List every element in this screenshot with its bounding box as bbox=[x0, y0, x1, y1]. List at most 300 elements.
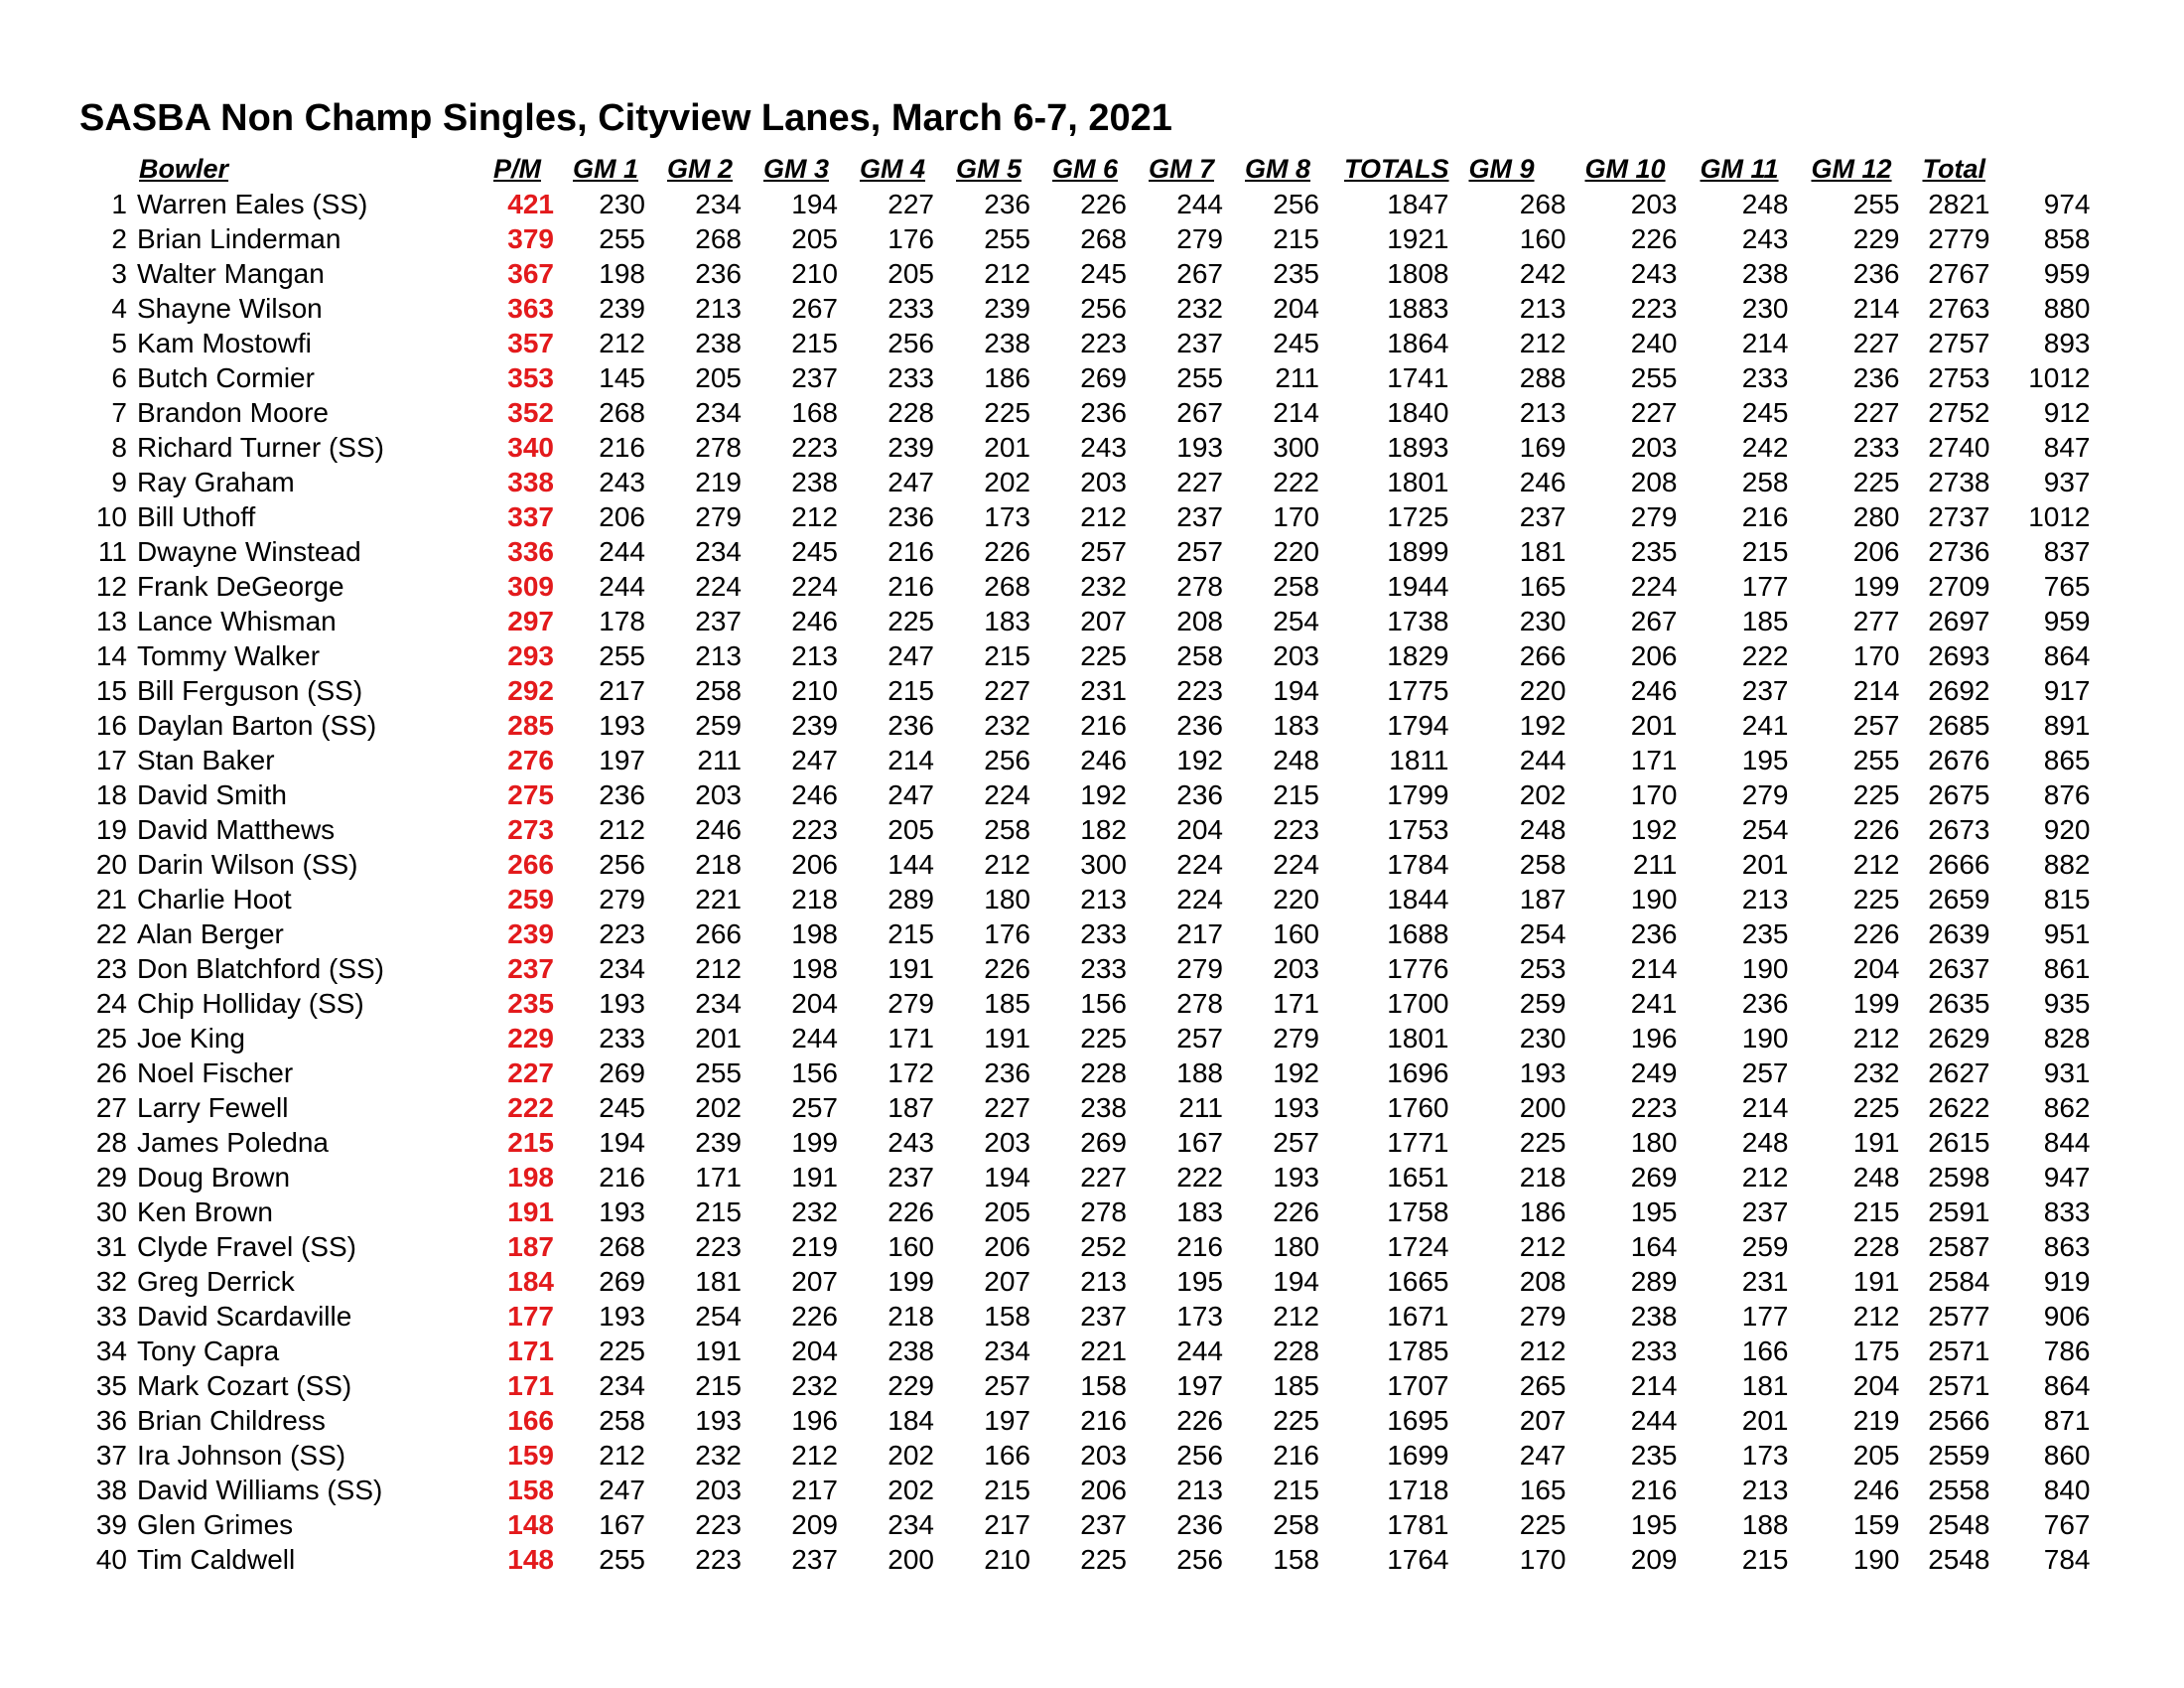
cell-gm3: 232 bbox=[791, 1196, 838, 1227]
cell-gm10: 235 bbox=[1630, 1440, 1678, 1471]
cell-pm: 273 bbox=[507, 814, 554, 845]
cell-gm4: 238 bbox=[887, 1336, 934, 1366]
cell-gm6: 213 bbox=[1080, 884, 1127, 914]
cell-gm3: 219 bbox=[791, 1231, 838, 1262]
cell-extra: 876 bbox=[2043, 779, 2091, 810]
cell-gm6: 216 bbox=[1080, 1405, 1127, 1436]
cell-rank: 9 bbox=[111, 467, 127, 497]
header-gm2: GM 2 bbox=[667, 153, 734, 184]
cell-gm10: 196 bbox=[1630, 1023, 1678, 1054]
cell-gm5: 236 bbox=[984, 1057, 1030, 1088]
cell-gm3: 247 bbox=[791, 745, 838, 775]
cell-gm6: 156 bbox=[1080, 988, 1127, 1019]
cell-gm3: 207 bbox=[791, 1266, 838, 1297]
cell-totals: 1785 bbox=[1387, 1336, 1449, 1366]
cell-gm3: 267 bbox=[791, 293, 838, 324]
cell-gm7: 211 bbox=[1178, 1092, 1223, 1123]
cell-gm8: 300 bbox=[1273, 432, 1319, 463]
cell-gm11: 213 bbox=[1741, 884, 1789, 914]
cell-extra: 861 bbox=[2043, 953, 2091, 984]
cell-gm9: 242 bbox=[1519, 258, 1567, 289]
cell-rank: 22 bbox=[95, 918, 127, 949]
cell-gm12: 204 bbox=[1852, 953, 1900, 984]
cell-gm5: 227 bbox=[984, 1092, 1030, 1123]
cell-pm: 266 bbox=[507, 849, 554, 880]
cell-rank: 30 bbox=[95, 1196, 127, 1227]
cell-gm10: 170 bbox=[1630, 779, 1678, 810]
cell-gm8: 224 bbox=[1273, 849, 1319, 880]
cell-gm10: 171 bbox=[1630, 745, 1678, 775]
cell-bowler: David Smith bbox=[137, 779, 287, 810]
cell-gm9: 253 bbox=[1519, 953, 1567, 984]
cell-gm5: 212 bbox=[984, 849, 1030, 880]
cell-pm: 293 bbox=[507, 640, 554, 671]
cell-total: 2598 bbox=[1928, 1162, 1990, 1193]
cell-total: 2587 bbox=[1928, 1231, 1990, 1262]
cell-extra: 891 bbox=[2043, 710, 2091, 741]
cell-gm10: 206 bbox=[1630, 640, 1678, 671]
cell-gm6: 206 bbox=[1080, 1475, 1127, 1505]
cell-gm6: 158 bbox=[1080, 1370, 1127, 1401]
cell-extra: 786 bbox=[2043, 1336, 2091, 1366]
cell-rank: 13 bbox=[95, 606, 127, 636]
cell-gm5: 191 bbox=[984, 1023, 1030, 1054]
cell-gm3: 213 bbox=[791, 640, 838, 671]
cell-totals: 1944 bbox=[1387, 571, 1449, 602]
cell-gm6: 223 bbox=[1080, 328, 1127, 358]
cell-gm7: 188 bbox=[1176, 1057, 1223, 1088]
cell-gm2: 268 bbox=[695, 223, 742, 254]
cell-gm1: 255 bbox=[599, 640, 645, 671]
table-row bbox=[77, 1299, 2091, 1334]
header-total: Total bbox=[1922, 153, 1985, 184]
cell-gm2: 237 bbox=[695, 606, 742, 636]
cell-rank: 17 bbox=[95, 745, 127, 775]
cell-gm11: 230 bbox=[1741, 293, 1789, 324]
cell-gm10: 227 bbox=[1630, 397, 1678, 428]
cell-gm12: 191 bbox=[1852, 1127, 1900, 1158]
cell-gm11: 259 bbox=[1741, 1231, 1789, 1262]
cell-gm7: 267 bbox=[1176, 258, 1223, 289]
cell-gm9: 225 bbox=[1519, 1509, 1567, 1540]
cell-total: 2591 bbox=[1928, 1196, 1990, 1227]
cell-gm3: 215 bbox=[791, 328, 838, 358]
cell-gm1: 178 bbox=[599, 606, 645, 636]
cell-pm: 198 bbox=[507, 1162, 554, 1193]
cell-gm5: 215 bbox=[984, 640, 1030, 671]
cell-gm6: 227 bbox=[1080, 1162, 1127, 1193]
cell-gm12: 232 bbox=[1852, 1057, 1900, 1088]
cell-totals: 1775 bbox=[1387, 675, 1449, 706]
cell-total: 2571 bbox=[1928, 1336, 1990, 1366]
cell-gm4: 237 bbox=[887, 1162, 934, 1193]
cell-gm8: 194 bbox=[1273, 675, 1319, 706]
cell-gm8: 226 bbox=[1273, 1196, 1319, 1227]
cell-gm2: 202 bbox=[695, 1092, 742, 1123]
cell-totals: 1799 bbox=[1387, 779, 1449, 810]
cell-gm5: 176 bbox=[984, 918, 1030, 949]
cell-gm8: 225 bbox=[1273, 1405, 1319, 1436]
cell-gm4: 256 bbox=[887, 328, 934, 358]
cell-gm6: 246 bbox=[1080, 745, 1127, 775]
table-row bbox=[77, 604, 2091, 638]
cell-gm7: 279 bbox=[1176, 223, 1223, 254]
cell-gm12: 212 bbox=[1852, 1023, 1900, 1054]
cell-gm9: 192 bbox=[1519, 710, 1567, 741]
cell-gm9: 244 bbox=[1519, 745, 1567, 775]
cell-gm1: 233 bbox=[599, 1023, 645, 1054]
cell-gm9: 212 bbox=[1519, 1231, 1567, 1262]
cell-gm1: 258 bbox=[599, 1405, 645, 1436]
cell-gm9: 288 bbox=[1519, 362, 1567, 393]
cell-gm1: 234 bbox=[599, 953, 645, 984]
cell-gm4: 225 bbox=[887, 606, 934, 636]
cell-pm: 338 bbox=[507, 467, 554, 497]
table-row bbox=[77, 221, 2091, 256]
cell-totals: 1808 bbox=[1387, 258, 1449, 289]
cell-gm8: 258 bbox=[1273, 1509, 1319, 1540]
cell-gm8: 215 bbox=[1273, 223, 1319, 254]
cell-gm11: 177 bbox=[1741, 1301, 1789, 1332]
cell-gm7: 236 bbox=[1176, 710, 1223, 741]
cell-gm2: 212 bbox=[695, 953, 742, 984]
cell-gm6: 269 bbox=[1080, 362, 1127, 393]
cell-gm8: 235 bbox=[1273, 258, 1319, 289]
cell-extra: 974 bbox=[2043, 189, 2091, 219]
cell-totals: 1707 bbox=[1387, 1370, 1449, 1401]
cell-rank: 40 bbox=[95, 1544, 127, 1575]
cell-gm2: 279 bbox=[695, 501, 742, 532]
cell-gm7: 236 bbox=[1176, 779, 1223, 810]
cell-totals: 1758 bbox=[1387, 1196, 1449, 1227]
cell-gm11: 216 bbox=[1741, 501, 1789, 532]
cell-total: 2673 bbox=[1928, 814, 1990, 845]
cell-gm1: 244 bbox=[599, 571, 645, 602]
cell-gm10: 192 bbox=[1630, 814, 1678, 845]
cell-rank: 8 bbox=[111, 432, 127, 463]
cell-totals: 1764 bbox=[1387, 1544, 1449, 1575]
cell-extra: 882 bbox=[2043, 849, 2091, 880]
cell-gm3: 204 bbox=[791, 1336, 838, 1366]
cell-gm11: 238 bbox=[1741, 258, 1789, 289]
cell-gm6: 225 bbox=[1080, 640, 1127, 671]
cell-gm10: 249 bbox=[1630, 1057, 1678, 1088]
cell-gm5: 183 bbox=[984, 606, 1030, 636]
cell-gm12: 257 bbox=[1852, 710, 1900, 741]
cell-gm2: 203 bbox=[695, 779, 742, 810]
cell-extra: 864 bbox=[2043, 1370, 2091, 1401]
cell-gm12: 226 bbox=[1852, 814, 1900, 845]
cell-rank: 5 bbox=[111, 328, 127, 358]
cell-total: 2763 bbox=[1928, 293, 1990, 324]
header-gm1: GM 1 bbox=[573, 153, 639, 184]
cell-rank: 35 bbox=[95, 1370, 127, 1401]
cell-pm: 166 bbox=[507, 1405, 554, 1436]
cell-gm7: 183 bbox=[1176, 1196, 1223, 1227]
cell-gm11: 237 bbox=[1741, 675, 1789, 706]
cell-gm11: 201 bbox=[1741, 1405, 1789, 1436]
cell-gm4: 215 bbox=[887, 918, 934, 949]
cell-gm2: 234 bbox=[695, 988, 742, 1019]
cell-gm4: 187 bbox=[887, 1092, 934, 1123]
cell-gm4: 199 bbox=[887, 1266, 934, 1297]
cell-gm1: 244 bbox=[599, 536, 645, 567]
cell-gm1: 236 bbox=[599, 779, 645, 810]
table-row bbox=[77, 569, 2091, 604]
table-row bbox=[77, 1125, 2091, 1160]
header-pm: P/M bbox=[493, 153, 542, 184]
cell-gm11: 213 bbox=[1741, 1475, 1789, 1505]
cell-pm: 159 bbox=[507, 1440, 554, 1471]
cell-totals: 1753 bbox=[1387, 814, 1449, 845]
cell-extra: 828 bbox=[2043, 1023, 2091, 1054]
cell-gm11: 188 bbox=[1741, 1509, 1789, 1540]
cell-gm12: 204 bbox=[1852, 1370, 1900, 1401]
cell-gm9: 258 bbox=[1519, 849, 1567, 880]
cell-gm12: 199 bbox=[1852, 988, 1900, 1019]
cell-gm9: 165 bbox=[1519, 571, 1567, 602]
cell-gm11: 190 bbox=[1741, 1023, 1789, 1054]
cell-gm4: 227 bbox=[887, 189, 934, 219]
header-gm9: GM 9 bbox=[1468, 153, 1535, 184]
cell-bowler: Dwayne Winstead bbox=[137, 536, 361, 567]
cell-gm1: 217 bbox=[599, 675, 645, 706]
cell-extra: 920 bbox=[2043, 814, 2091, 845]
cell-extra: 880 bbox=[2043, 293, 2091, 324]
cell-gm5: 210 bbox=[984, 1544, 1030, 1575]
cell-rank: 39 bbox=[95, 1509, 127, 1540]
table-row bbox=[77, 708, 2091, 743]
cell-gm8: 279 bbox=[1273, 1023, 1319, 1054]
cell-gm11: 215 bbox=[1741, 1544, 1789, 1575]
cell-gm4: 171 bbox=[887, 1023, 934, 1054]
cell-total: 2659 bbox=[1928, 884, 1990, 914]
cell-totals: 1784 bbox=[1387, 849, 1449, 880]
cell-bowler: David Williams (SS) bbox=[137, 1475, 383, 1505]
cell-bowler: Bill Ferguson (SS) bbox=[137, 675, 363, 706]
cell-bowler: Tommy Walker bbox=[137, 640, 321, 671]
cell-totals: 1801 bbox=[1387, 467, 1449, 497]
cell-pm: 158 bbox=[507, 1475, 554, 1505]
cell-gm6: 269 bbox=[1080, 1127, 1127, 1158]
cell-total: 2566 bbox=[1928, 1405, 1990, 1436]
cell-gm3: 244 bbox=[791, 1023, 838, 1054]
cell-gm3: 223 bbox=[791, 814, 838, 845]
cell-gm12: 159 bbox=[1852, 1509, 1900, 1540]
cell-gm12: 219 bbox=[1852, 1405, 1900, 1436]
cell-pm: 229 bbox=[507, 1023, 554, 1054]
cell-gm11: 236 bbox=[1741, 988, 1789, 1019]
cell-gm5: 239 bbox=[984, 293, 1030, 324]
cell-gm3: 205 bbox=[791, 223, 838, 254]
cell-pm: 285 bbox=[507, 710, 554, 741]
header-gm11: GM 11 bbox=[1700, 153, 1779, 184]
cell-gm7: 258 bbox=[1176, 640, 1223, 671]
cell-gm8: 192 bbox=[1273, 1057, 1319, 1088]
header-bowler: Bowler bbox=[139, 153, 229, 184]
cell-bowler: Ray Graham bbox=[137, 467, 295, 497]
cell-rank: 34 bbox=[95, 1336, 127, 1366]
cell-pm: 292 bbox=[507, 675, 554, 706]
cell-gm10: 240 bbox=[1630, 328, 1678, 358]
cell-gm8: 215 bbox=[1273, 779, 1319, 810]
cell-gm2: 223 bbox=[695, 1544, 742, 1575]
cell-pm: 367 bbox=[507, 258, 554, 289]
cell-gm6: 203 bbox=[1080, 467, 1127, 497]
table-row bbox=[77, 1229, 2091, 1264]
cell-bowler: Alan Berger bbox=[137, 918, 284, 949]
cell-gm1: 212 bbox=[599, 1440, 645, 1471]
cell-totals: 1883 bbox=[1387, 293, 1449, 324]
cell-totals: 1771 bbox=[1387, 1127, 1449, 1158]
table-row bbox=[77, 1055, 2091, 1090]
cell-rank: 27 bbox=[95, 1092, 127, 1123]
cell-gm2: 224 bbox=[695, 571, 742, 602]
cell-gm4: 218 bbox=[887, 1301, 934, 1332]
cell-gm4: 228 bbox=[887, 397, 934, 428]
cell-gm12: 214 bbox=[1852, 293, 1900, 324]
table-row bbox=[77, 951, 2091, 986]
cell-totals: 1794 bbox=[1387, 710, 1449, 741]
cell-gm1: 234 bbox=[599, 1370, 645, 1401]
cell-extra: 815 bbox=[2043, 884, 2091, 914]
cell-extra: 947 bbox=[2043, 1162, 2091, 1193]
header-gm3: GM 3 bbox=[763, 153, 830, 184]
cell-bowler: Chip Holliday (SS) bbox=[137, 988, 364, 1019]
cell-gm3: 245 bbox=[791, 536, 838, 567]
cell-gm3: 210 bbox=[791, 675, 838, 706]
cell-gm4: 239 bbox=[887, 432, 934, 463]
cell-rank: 31 bbox=[95, 1231, 127, 1262]
cell-gm7: 227 bbox=[1176, 467, 1223, 497]
cell-gm11: 243 bbox=[1741, 223, 1789, 254]
cell-gm11: 185 bbox=[1741, 606, 1789, 636]
cell-gm8: 223 bbox=[1273, 814, 1319, 845]
cell-gm10: 195 bbox=[1630, 1196, 1678, 1227]
header-gm12: GM 12 bbox=[1811, 153, 1892, 184]
cell-gm6: 216 bbox=[1080, 710, 1127, 741]
table-row bbox=[77, 986, 2091, 1021]
cell-total: 2740 bbox=[1928, 432, 1990, 463]
cell-gm10: 289 bbox=[1630, 1266, 1678, 1297]
cell-gm5: 226 bbox=[984, 536, 1030, 567]
cell-gm3: 238 bbox=[791, 467, 838, 497]
table-row bbox=[77, 777, 2091, 812]
cell-gm1: 255 bbox=[599, 223, 645, 254]
cell-gm7: 256 bbox=[1176, 1544, 1223, 1575]
cell-gm1: 193 bbox=[599, 1301, 645, 1332]
cell-gm5: 225 bbox=[984, 397, 1030, 428]
cell-gm9: 200 bbox=[1519, 1092, 1567, 1123]
cell-gm11: 173 bbox=[1741, 1440, 1789, 1471]
cell-gm5: 255 bbox=[984, 223, 1030, 254]
cell-total: 2584 bbox=[1928, 1266, 1990, 1297]
cell-rank: 6 bbox=[111, 362, 127, 393]
cell-gm4: 202 bbox=[887, 1440, 934, 1471]
cell-extra: 858 bbox=[2043, 223, 2091, 254]
cell-pm: 184 bbox=[507, 1266, 554, 1297]
cell-gm10: 243 bbox=[1630, 258, 1678, 289]
cell-rank: 11 bbox=[97, 536, 127, 567]
cell-rank: 18 bbox=[95, 779, 127, 810]
cell-gm8: 193 bbox=[1273, 1092, 1319, 1123]
cell-gm2: 234 bbox=[695, 189, 742, 219]
cell-gm9: 212 bbox=[1519, 1336, 1567, 1366]
cell-total: 2635 bbox=[1928, 988, 1990, 1019]
cell-gm9: 268 bbox=[1519, 189, 1567, 219]
cell-gm7: 224 bbox=[1176, 884, 1223, 914]
cell-gm9: 246 bbox=[1519, 467, 1567, 497]
cell-gm12: 277 bbox=[1852, 606, 1900, 636]
cell-gm5: 224 bbox=[984, 779, 1030, 810]
cell-gm10: 211 bbox=[1632, 849, 1678, 880]
cell-gm10: 238 bbox=[1630, 1301, 1678, 1332]
cell-gm2: 223 bbox=[695, 1509, 742, 1540]
cell-pm: 309 bbox=[507, 571, 554, 602]
cell-gm8: 220 bbox=[1273, 884, 1319, 914]
cell-gm6: 237 bbox=[1080, 1301, 1127, 1332]
cell-bowler: Daylan Barton (SS) bbox=[137, 710, 377, 741]
cell-gm2: 213 bbox=[695, 293, 742, 324]
cell-gm9: 207 bbox=[1519, 1405, 1567, 1436]
cell-gm12: 248 bbox=[1852, 1162, 1900, 1193]
cell-totals: 1665 bbox=[1387, 1266, 1449, 1297]
cell-gm7: 193 bbox=[1176, 432, 1223, 463]
table-row bbox=[77, 1021, 2091, 1055]
cell-total: 2666 bbox=[1928, 849, 1990, 880]
cell-gm1: 245 bbox=[599, 1092, 645, 1123]
cell-gm12: 227 bbox=[1852, 328, 1900, 358]
cell-rank: 26 bbox=[95, 1057, 127, 1088]
cell-gm1: 216 bbox=[599, 432, 645, 463]
cell-gm5: 217 bbox=[984, 1509, 1030, 1540]
cell-gm7: 278 bbox=[1176, 988, 1223, 1019]
cell-extra: 912 bbox=[2043, 397, 2091, 428]
cell-gm9: 237 bbox=[1519, 501, 1567, 532]
cell-gm6: 237 bbox=[1080, 1509, 1127, 1540]
cell-gm8: 203 bbox=[1273, 953, 1319, 984]
cell-gm10: 236 bbox=[1630, 918, 1678, 949]
cell-gm1: 243 bbox=[599, 467, 645, 497]
cell-gm6: 233 bbox=[1080, 918, 1127, 949]
cell-rank: 12 bbox=[95, 571, 127, 602]
cell-gm5: 201 bbox=[984, 432, 1030, 463]
cell-gm4: 243 bbox=[887, 1127, 934, 1158]
cell-total: 2709 bbox=[1928, 571, 1990, 602]
cell-gm10: 164 bbox=[1630, 1231, 1678, 1262]
cell-gm7: 192 bbox=[1176, 745, 1223, 775]
cell-bowler: David Matthews bbox=[137, 814, 336, 845]
cell-totals: 1738 bbox=[1387, 606, 1449, 636]
cell-extra: 767 bbox=[2043, 1509, 2091, 1540]
cell-rank: 32 bbox=[95, 1266, 127, 1297]
cell-total: 2693 bbox=[1928, 640, 1990, 671]
cell-total: 2558 bbox=[1928, 1475, 1990, 1505]
cell-gm7: 197 bbox=[1176, 1370, 1223, 1401]
cell-gm11: 235 bbox=[1741, 918, 1789, 949]
table-row bbox=[77, 360, 2091, 395]
cell-gm7: 173 bbox=[1176, 1301, 1223, 1332]
cell-bowler: Richard Turner (SS) bbox=[137, 432, 384, 463]
cell-bowler: Mark Cozart (SS) bbox=[137, 1370, 352, 1401]
cell-gm10: 233 bbox=[1630, 1336, 1678, 1366]
table-row bbox=[77, 395, 2091, 430]
cell-gm2: 234 bbox=[695, 397, 742, 428]
cell-extra: 865 bbox=[2043, 745, 2091, 775]
cell-gm4: 214 bbox=[887, 745, 934, 775]
cell-pm: 421 bbox=[507, 189, 554, 219]
cell-gm4: 234 bbox=[887, 1509, 934, 1540]
